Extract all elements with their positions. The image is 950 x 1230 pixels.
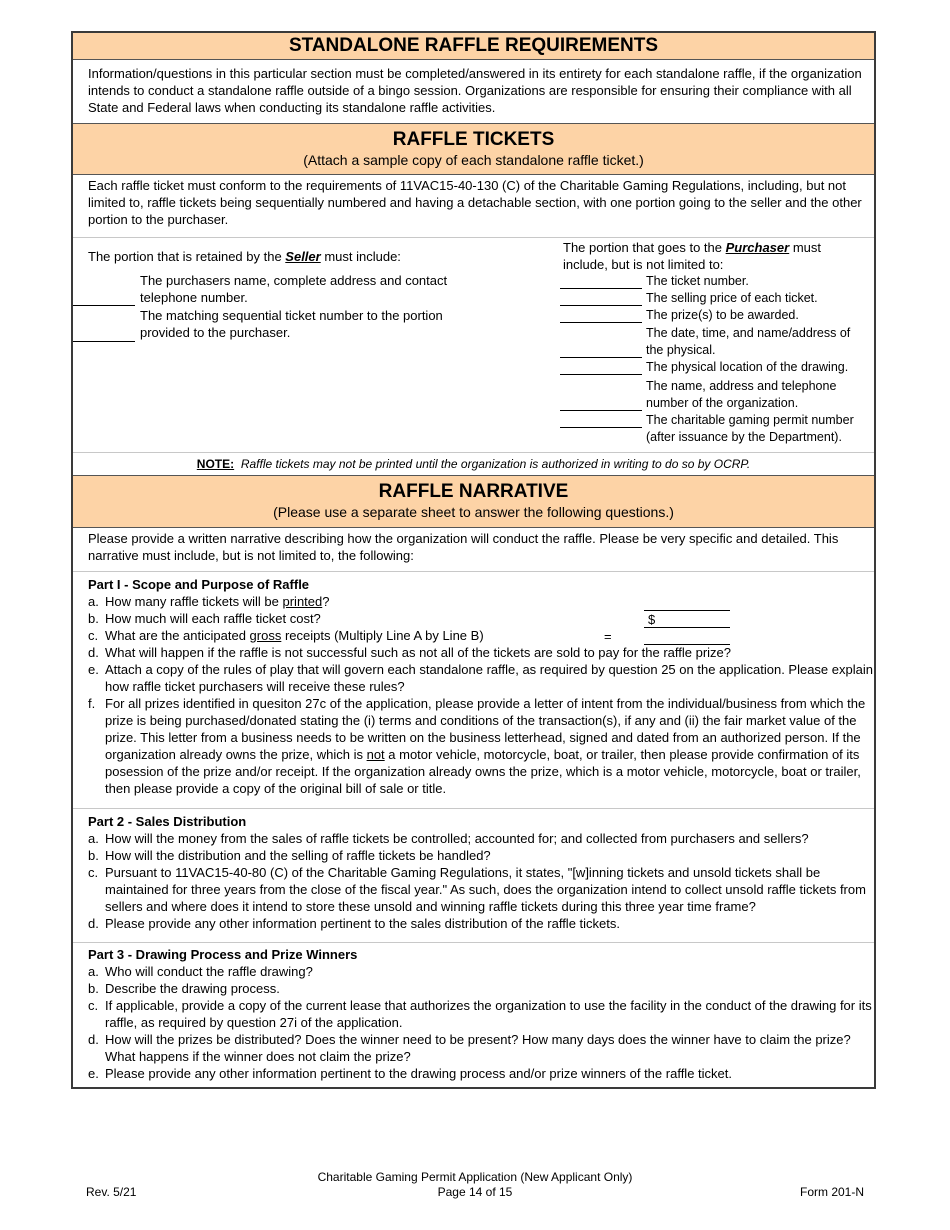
list-item: b. How much will each raffle ticket cost?: [88, 611, 321, 626]
page-number: Page 14 of 15: [437, 1185, 513, 1199]
page-title: STANDALONE RAFFLE REQUIREMENTS: [288, 35, 659, 56]
list-item: b. How will the distribution and the selling of raffle tickets be handled?: [88, 848, 491, 863]
part3-section: [88, 946, 878, 1082]
divider: [73, 452, 874, 453]
narrative-subtitle: (Please use a separate sheet to answer the following questions.): [273, 504, 674, 520]
divider: [73, 808, 874, 809]
gross-receipts-answer-line[interactable]: [644, 644, 730, 645]
intro-text: Information/questions in this particular section must be completed/answered in its entirety for each standalone raffle, if the organization intends to conduct a standalone raffle outside of a bingo session. Organizations are responsible for ensuring their compliance with all State and Federal laws when conducting its standalone raffle activities.: [88, 66, 862, 115]
tickets-subtitle: (Attach a sample copy of each standalone raffle ticket.): [303, 152, 644, 168]
purchaser-checkbox-line[interactable]: [560, 374, 642, 375]
tickets-description: Each raffle ticket must conform to the requirements of 11VAC15-40-130 (C) of the Charitable Gaming Regulations, including, but not limited to, raffle tickets being sequentially numbered and having a detachable section, with one portion going to the seller and the other portion to the purchaser.: [88, 178, 862, 227]
ticket-cost-answer-line[interactable]: [644, 627, 730, 628]
purchaser-checkbox-line[interactable]: [560, 427, 642, 428]
seller-checkbox-line[interactable]: [73, 341, 135, 342]
raffle-requirements-form: [71, 31, 876, 1089]
purchaser-item: The date, time, and name/address of the physical.: [646, 326, 851, 357]
part1-title: Part I - Scope and Purpose of Raffle: [88, 577, 310, 592]
form-number: Form 201-N: [799, 1185, 864, 1199]
revision-label: Rev. 5/21: [86, 1185, 137, 1199]
footer-center: [275, 1170, 675, 1200]
list-item: a. How many raffle tickets will be printed?: [88, 594, 330, 609]
list-item: e. Please provide any other information pertinent to the drawing process and/or prize winners of the raffle ticket.: [88, 1066, 732, 1081]
part2-title: Part 2 - Sales Distribution: [88, 814, 247, 829]
narrative-title: RAFFLE NARRATIVE: [378, 481, 569, 502]
list-item: c. Pursuant to 11VAC15-40-80 (C) of the Charitable Gaming Regulations, it states, "[w]inning tickets and unsold tickets shall be maintained for three years from the close of the fiscal year." As such, does the organization intend to collect unsold raffle tickets from sellers and where does it intend to store these unsold and winning raffle tickets during this three year time frame?: [88, 865, 866, 914]
divider: [73, 942, 874, 943]
seller-checkbox-line[interactable]: [73, 305, 135, 306]
tickets-printed-answer-line[interactable]: [644, 610, 730, 611]
seller-lead: The portion that is retained by the Seller must include:: [88, 249, 401, 264]
list-item: c. What are the anticipated gross receipts (Multiply Line A by Line B): [88, 628, 484, 643]
purchaser-lead: The portion that goes to the Purchaser must include, but is not limited to:: [563, 240, 821, 272]
list-item: f. For all prizes identified in quesiton 27c of the application, please provide a letter of intent from the individual/business from which the prize is being purchased/donated stating the (i) terms and conditions of the transaction(s), if any and (ii) the fair market value of the prize. This letter from a business needs to be written on the business letterhead, signed and dated from an authorized person. If the organization already owns the prize, which is not a motor vehicle, motorcycle, boat, or trailer, then please provide confirmation of its posession of the prize and/or receipt. If the organization already owns the prize, which is a motor vehicle, motorcycle, boat or trailer, then please provide a copy of the original bill of sale or title.: [88, 696, 866, 796]
part1-section: [88, 576, 878, 797]
tickets-title: RAFFLE TICKETS: [392, 129, 555, 150]
purchaser-checkbox-line[interactable]: [560, 322, 642, 323]
list-item: d. How will the prizes be distributed? Does the winner need to be present? How many days does the winner have to claim the prize? What happens if the winner does not claim the prize?: [88, 1032, 851, 1064]
narrative-band: [73, 475, 874, 528]
dollar-sign: $: [648, 612, 656, 627]
purchaser-checkbox-line[interactable]: [560, 410, 642, 411]
purchaser-item: The physical location of the drawing.: [646, 360, 849, 374]
part3-title: Part 3 - Drawing Process and Prize Winners: [88, 947, 358, 962]
list-item: a. How will the money from the sales of raffle tickets be controlled; accounted for; and collected from purchasers and sellers?: [88, 831, 809, 846]
tickets-band: [73, 123, 874, 175]
list-item: b. Describe the drawing process.: [88, 981, 280, 996]
list-item: d. What will happen if the raffle is not successful such as not all of the tickets are sold to pay for the raffle prize?: [88, 645, 732, 660]
list-item: e. Attach a copy of the rules of play that will govern each standalone raffle, as required by question 25 on the application. Please explain how raffle ticket purchasers will receive these rules?: [88, 662, 873, 694]
purchaser-item: The prize(s) to be awarded.: [646, 308, 799, 322]
seller-item: The purchasers name, complete address and contact telephone number.: [140, 273, 448, 305]
purchaser-item: The name, address and telephone number of the organization.: [646, 379, 837, 410]
footer-form-name: Charitable Gaming Permit Application (New Applicant Only): [317, 1170, 633, 1184]
purchaser-item: The selling price of each ticket.: [646, 291, 818, 305]
header-band: [73, 33, 874, 60]
list-item: d. Please provide any other information pertinent to the sales distribution of the raffle tickets.: [88, 916, 620, 931]
list-item: c. If applicable, provide a copy of the current lease that authorizes the organization to use the facility in the conduct of the drawing for its raffle, as required by question 27i of the application.: [88, 998, 872, 1030]
list-item: a. Who will conduct the raffle drawing?: [88, 964, 313, 979]
purchaser-item: The ticket number.: [646, 274, 749, 288]
narrative-description: Please provide a written narrative describing how the organization will conduct the raffle. Please be very specific and detailed. This narrative must include, but is not limited to, the following:: [88, 531, 839, 563]
purchaser-item: The charitable gaming permit number (after issuance by the Department).: [646, 413, 854, 444]
seller-item: The matching sequential ticket number to the portion provided to the purchaser.: [140, 308, 443, 340]
purchaser-checkbox-line[interactable]: [560, 288, 642, 289]
divider: [73, 237, 874, 238]
part2-section: [88, 813, 878, 932]
note: NOTE: Raffle tickets may not be printed until the organization is authorized in writing to do so by OCRP.: [196, 457, 751, 471]
divider: [73, 571, 874, 572]
purchaser-checkbox-line[interactable]: [560, 357, 642, 358]
purchaser-checkbox-line[interactable]: [560, 305, 642, 306]
equals-sign: =: [604, 629, 612, 644]
